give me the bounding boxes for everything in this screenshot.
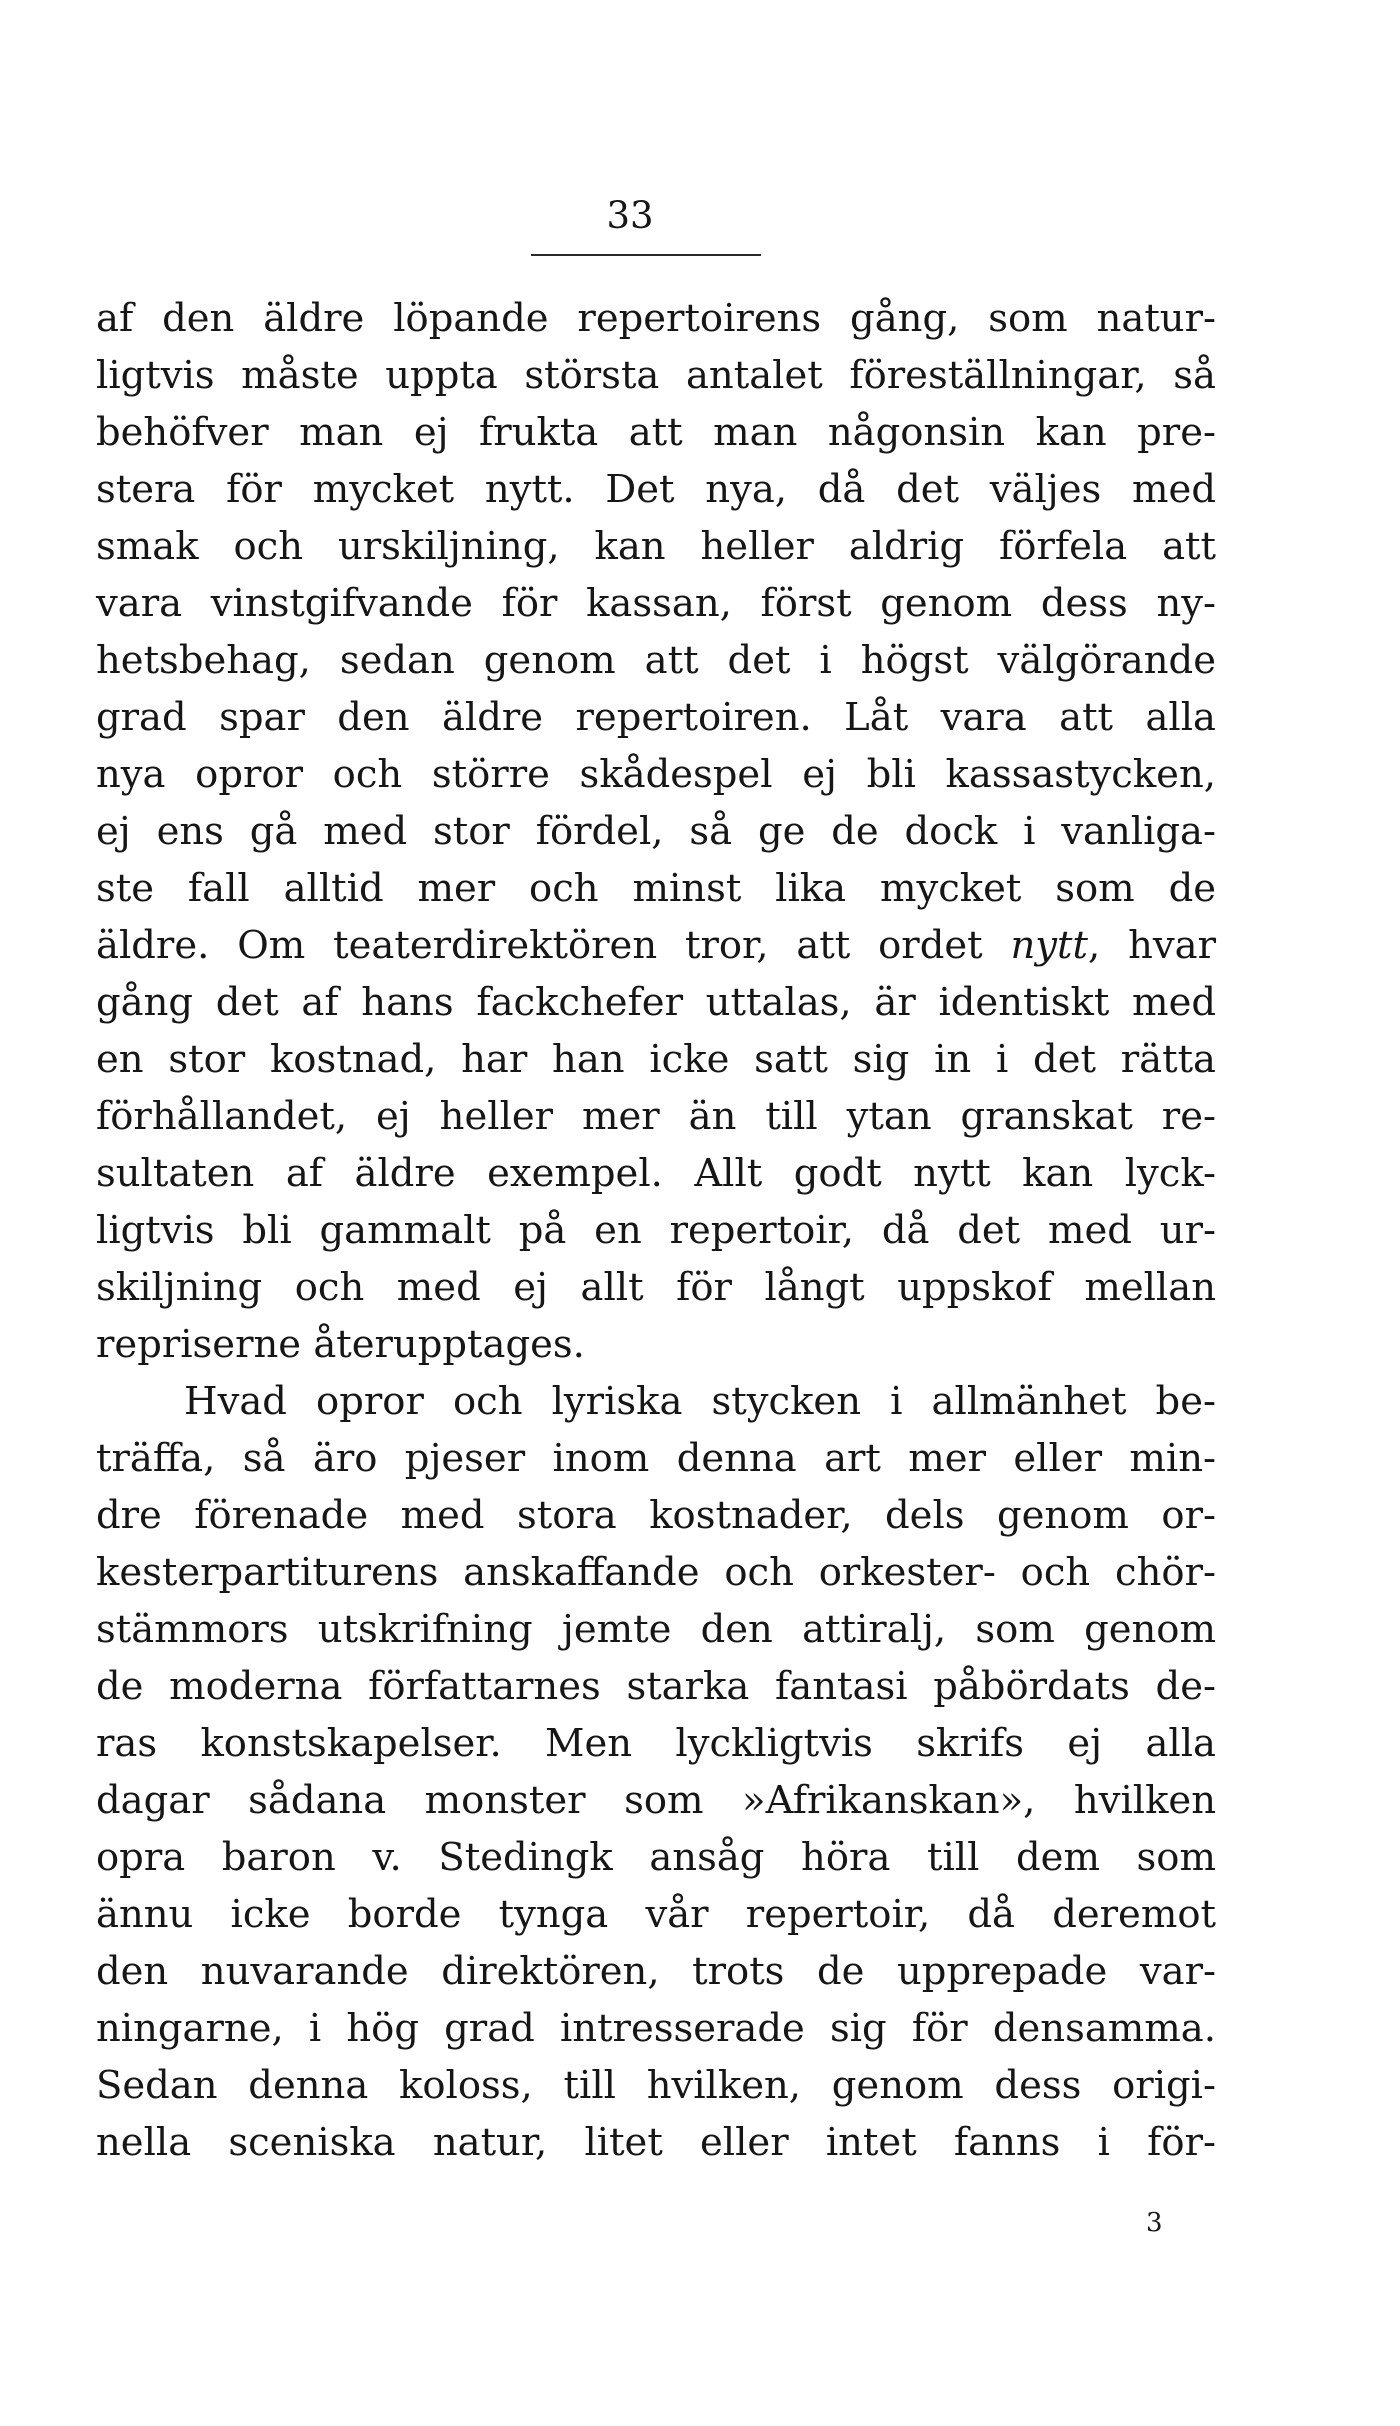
text-line: dagar sådana monster som »Afrikanskan», hvilken: [96, 1778, 1216, 1823]
text-line: stera för mycket nytt. Det nya, då det väljes med: [96, 467, 1216, 512]
text-line: af den äldre löpande repertoirens gång, som natur-: [96, 296, 1216, 341]
text-line-with-emphasis: [96, 917, 1216, 974]
text-line: de moderna författarnes starka fantasi påbördats de-: [96, 1664, 1216, 1709]
text-line: nya opror och större skådespel ej bli kassastycken,: [96, 752, 1216, 797]
text-line: smak och urskiljning, kan heller aldrig förfela att: [96, 524, 1216, 569]
text-line: ras konstskapelser. Men lyckligtvis skrifs ej alla: [96, 1721, 1216, 1766]
text-line: sultaten af äldre exempel. Allt godt nytt kan lyck-: [96, 1151, 1216, 1196]
text-line: ste fall alltid mer och minst lika mycket som de: [96, 866, 1216, 911]
text-line: ligtvis måste uppta största antalet föreställningar, så: [96, 353, 1216, 398]
signature-mark: 3: [1146, 2208, 1163, 2238]
text-line: opra baron v. Stedingk ansåg höra till dem som: [96, 1835, 1216, 1880]
text-line: grad spar den äldre repertoiren. Låt vara att alla: [96, 695, 1216, 740]
text-line: stämmors utskrifning jemte den attiralj, som genom: [96, 1607, 1216, 1652]
header-rule: [531, 254, 761, 256]
text-line: Hvad opror och lyriska stycken i allmänhet be-: [184, 1379, 1216, 1424]
text-line: gång det af hans fackchefer uttalas, är identiskt med: [96, 980, 1216, 1025]
text-segment: äldre. Om teaterdirektören tror, att ordet: [96, 923, 1011, 968]
text-line: den nuvarande direktören, trots de upprepade var-: [96, 1949, 1216, 1994]
text-line: en stor kostnad, har han icke satt sig in i det rätta: [96, 1037, 1216, 1082]
text-line: ningarne, i hög grad intresserade sig för densamma.: [96, 2006, 1216, 2051]
text-line: dre förenade med stora kostnader, dels genom or-: [96, 1493, 1216, 1538]
text-line: behöfver man ej frukta att man någonsin kan pre-: [96, 410, 1216, 455]
emphasis-word: nytt: [1010, 923, 1088, 968]
text-line: ligtvis bli gammalt på en repertoir, då det med ur-: [96, 1208, 1216, 1253]
text-line: Sedan denna koloss, till hvilken, genom dess origi-: [96, 2063, 1216, 2108]
page-number: 33: [606, 194, 654, 237]
text-line: hetsbehag, sedan genom att det i högst välgörande: [96, 638, 1216, 683]
text-line: skiljning och med ej allt för långt uppskof mellan: [96, 1265, 1216, 1310]
text-line: förhållandet, ej heller mer än till ytan granskat re-: [96, 1094, 1216, 1139]
text-line: repriserne återupptages.: [96, 1322, 585, 1367]
text-line: ännu icke borde tynga vår repertoir, då deremot: [96, 1892, 1216, 1937]
text-line: träffa, så äro pjeser inom denna art mer eller min-: [96, 1436, 1216, 1481]
text-line: nella sceniska natur, litet eller intet fanns i för-: [96, 2120, 1216, 2165]
body-text: [96, 290, 1216, 2171]
text-segment: , hvar: [1087, 923, 1216, 968]
text-line: kesterpartiturens anskaffande och orkester- och chör-: [96, 1550, 1216, 1595]
text-line: vara vinstgifvande för kassan, först genom dess ny-: [96, 581, 1216, 626]
text-line: ej ens gå med stor fördel, så ge de dock i vanliga-: [96, 809, 1216, 854]
